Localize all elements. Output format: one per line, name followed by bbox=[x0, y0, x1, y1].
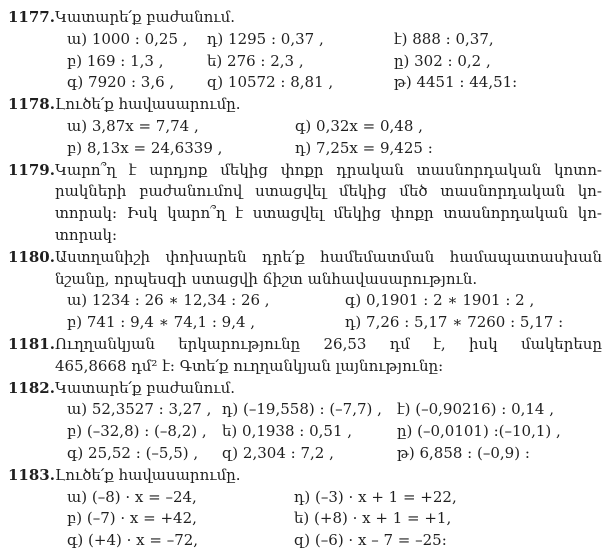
problem-item: բ) 169 : 1,3 , bbox=[66, 51, 164, 70]
problem-item: գ) 25,52 : (–5,5) , bbox=[66, 443, 199, 462]
problem-item: ա) (–8) · x = –24, bbox=[66, 487, 197, 506]
problem-1182 bbox=[8, 378, 602, 465]
problem-1179 bbox=[8, 160, 602, 247]
problem-item: զ) 10572 : 8,81 , bbox=[206, 73, 334, 92]
problem-item: է) 888 : 0,37, bbox=[393, 29, 494, 48]
problem-1177 bbox=[8, 7, 602, 94]
problem-item: թ) 6,858 : (–0,9) ։ bbox=[396, 443, 530, 462]
problem-number: 1180. bbox=[8, 247, 55, 266]
problem-number: 1181. bbox=[8, 334, 55, 353]
problem-item: թ) 4451 : 44,51։ bbox=[393, 73, 518, 92]
problem-1181 bbox=[8, 334, 602, 378]
problem-items bbox=[55, 29, 602, 94]
problem-item: ե) 276 : 2,3 , bbox=[206, 51, 304, 70]
problem-items bbox=[55, 487, 602, 552]
problem-number: 1182. bbox=[8, 378, 55, 397]
problem-item: բ) 741 : 9,4 ∗ 74,1 : 9,4 , bbox=[66, 313, 256, 332]
problem-item: զ) (–6) · x – 7 = –25։ bbox=[293, 531, 447, 550]
problem-item: դ) (–19,558) : (–7,7) , bbox=[221, 400, 382, 419]
paragraph-line: տորակ։ Իսկ կարո՞ղ է ստացվել մեկից փոքր տասնորդական կո- bbox=[54, 204, 602, 223]
problem-1180 bbox=[8, 247, 602, 334]
problem-item: գ) 0,1901 : 2 ∗ 1901 : 2 , bbox=[344, 291, 535, 310]
paragraph-line: 465,8668 դմ² է։ Գտե՛ք ուղղանկյան լայնությունը։ bbox=[54, 356, 444, 375]
paragraph-line: տորակ։ bbox=[54, 225, 118, 244]
problem-title: Լուծե՛ք հավասարումը. bbox=[54, 95, 241, 114]
problem-1178 bbox=[8, 94, 602, 159]
problem-item: բ) (–32,8) : (–8,2) , bbox=[66, 422, 207, 441]
problem-item: ա) 3,87x = 7,74 , bbox=[66, 116, 199, 135]
problem-item: ը) 302 : 0,2 , bbox=[393, 51, 491, 70]
problem-item: գ) 0,32x = 0,48 , bbox=[294, 116, 423, 135]
problem-item: դ) 7,25x = 9,425 ։ bbox=[294, 138, 433, 157]
problem-item: բ) 8,13x = 24,6339 , bbox=[66, 138, 223, 157]
problem-items bbox=[55, 399, 602, 464]
problem-number: 1183. bbox=[8, 465, 55, 484]
problem-items bbox=[55, 290, 602, 334]
problem-item: ա) 52,3527 : 3,27 , bbox=[66, 400, 212, 419]
problem-title: Կատարե՛ք բաժանում. bbox=[54, 8, 236, 26]
problem-items bbox=[55, 116, 602, 160]
paragraph-line: րակների բաժանումով ստացվել մեկից մեծ տասնորդական կո- bbox=[54, 182, 602, 201]
problem-item: զ) 2,304 : 7,2 , bbox=[221, 443, 334, 462]
problem-number: 1177. bbox=[8, 8, 55, 26]
problem-item: դ) 1295 : 0,37 , bbox=[206, 29, 324, 48]
problem-item: դ) (–3) · x + 1 = +22, bbox=[293, 487, 457, 506]
problem-item: ա) 1000 : 0,25 , bbox=[66, 29, 188, 48]
problem-item: ե) 0,1938 : 0,51 , bbox=[221, 422, 353, 441]
problem-number: 1178. bbox=[8, 95, 55, 114]
problem-item: գ) 7920 : 3,6 , bbox=[66, 73, 175, 92]
problem-item: գ) (+4) · x = –72, bbox=[66, 531, 199, 550]
problem-item: ը) (–0,0101) :(–10,1) , bbox=[396, 422, 561, 441]
problem-item: բ) (–7) · x = +42, bbox=[66, 509, 197, 528]
problem-item: ա) 1234 : 26 ∗ 12,34 : 26 , bbox=[66, 291, 270, 310]
problem-title: Կատարե՛ք բաժանում. bbox=[54, 378, 236, 397]
problem-item: դ) 7,26 : 5,17 ∗ 7260 : 5,17 ։ bbox=[344, 313, 564, 332]
problem-item: ե) (+8) · x + 1 = +1, bbox=[293, 509, 452, 528]
paragraph-line: Աստղանիշի փոխարեն դրե՛ք համեմատման համապատասխան bbox=[54, 247, 602, 266]
paragraph-line: Կարո՞ղ է արդյոք մեկից փոքր դրական տասնորդական կոտո- bbox=[54, 160, 602, 179]
problem-title: Լուծե՛ք հավասարումը. bbox=[54, 465, 241, 484]
problem-item: է) (–0,90216) : 0,14 , bbox=[396, 400, 555, 419]
paragraph-line: Ուղղանկյան երկարությունը 26,53 դմ է, իսկ մակերեսը bbox=[54, 334, 602, 353]
paragraph-line: նշանը, որպեսզի ստացվի ճիշտ անհավասարություն. bbox=[54, 269, 478, 288]
problem-1183 bbox=[8, 465, 602, 552]
problem-number: 1179. bbox=[8, 160, 55, 179]
